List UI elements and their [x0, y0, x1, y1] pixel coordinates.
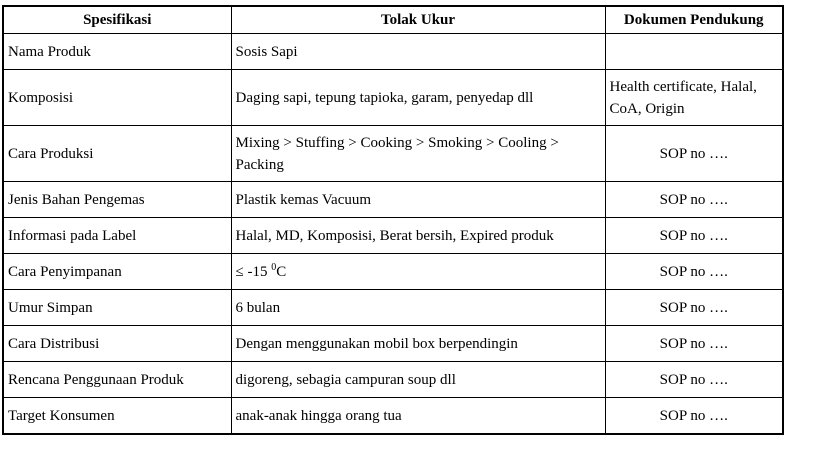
tolak-ukur-cell [231, 254, 605, 290]
table-row [3, 254, 783, 290]
header-spesifikasi: Spesifikasi [3, 6, 231, 34]
dokumen-cell: SOP no …. [605, 126, 783, 182]
spec-cell: Nama Produk [3, 34, 231, 70]
spec-cell: Komposisi [3, 70, 231, 126]
table-row [3, 362, 783, 398]
header-dokumen-pendukung: Dokumen Pendukung [605, 6, 783, 34]
table-row [3, 34, 783, 70]
tolak-ukur-cell: anak-anak hingga orang tua [231, 398, 605, 435]
tolak-ukur-cell: Dengan menggunakan mobil box berpendingin [231, 326, 605, 362]
table-row [3, 70, 783, 126]
header-row [3, 6, 783, 34]
dokumen-cell: SOP no …. [605, 218, 783, 254]
dokumen-cell: SOP no …. [605, 290, 783, 326]
spec-cell: Informasi pada Label [3, 218, 231, 254]
table-row [3, 182, 783, 218]
dokumen-cell: SOP no …. [605, 362, 783, 398]
table-row [3, 290, 783, 326]
tolak-ukur-cell: Daging sapi, tepung tapioka, garam, penyedap dll [231, 70, 605, 126]
spec-cell: Cara Distribusi [3, 326, 231, 362]
table-row [3, 326, 783, 362]
header-tolak-ukur: Tolak Ukur [231, 6, 605, 34]
spec-cell: Target Konsumen [3, 398, 231, 435]
degree-superscript: 0 [271, 261, 277, 273]
spec-cell: Cara Produksi [3, 126, 231, 182]
tolak-ukur-cell: Mixing > Stuffing > Cooking > Smoking > Cooling > Packing [231, 126, 605, 182]
dokumen-cell: SOP no …. [605, 398, 783, 435]
dokumen-cell: SOP no …. [605, 326, 783, 362]
table-row [3, 218, 783, 254]
dokumen-cell [605, 34, 783, 70]
table-row [3, 126, 783, 182]
spec-cell: Jenis Bahan Pengemas [3, 182, 231, 218]
spec-cell: Cara Penyimpanan [3, 254, 231, 290]
tolak-ukur-cell: 6 bulan [231, 290, 605, 326]
tolak-ukur-cell: Plastik kemas Vacuum [231, 182, 605, 218]
temperature-unit: C [276, 263, 287, 280]
tolak-ukur-cell: Sosis Sapi [231, 34, 605, 70]
dokumen-cell: SOP no …. [605, 254, 783, 290]
spec-cell: Umur Simpan [3, 290, 231, 326]
specification-table [2, 5, 784, 435]
dokumen-cell: Health certificate, Halal, CoA, Origin [605, 70, 783, 126]
tolak-ukur-cell: digoreng, sebagia campuran soup dll [231, 362, 605, 398]
temperature-value: ≤ -15 [235, 263, 272, 280]
table-row [3, 398, 783, 435]
tolak-ukur-cell: Halal, MD, Komposisi, Berat bersih, Expired produk [231, 218, 605, 254]
dokumen-cell: SOP no …. [605, 182, 783, 218]
spec-cell: Rencana Penggunaan Produk [3, 362, 231, 398]
